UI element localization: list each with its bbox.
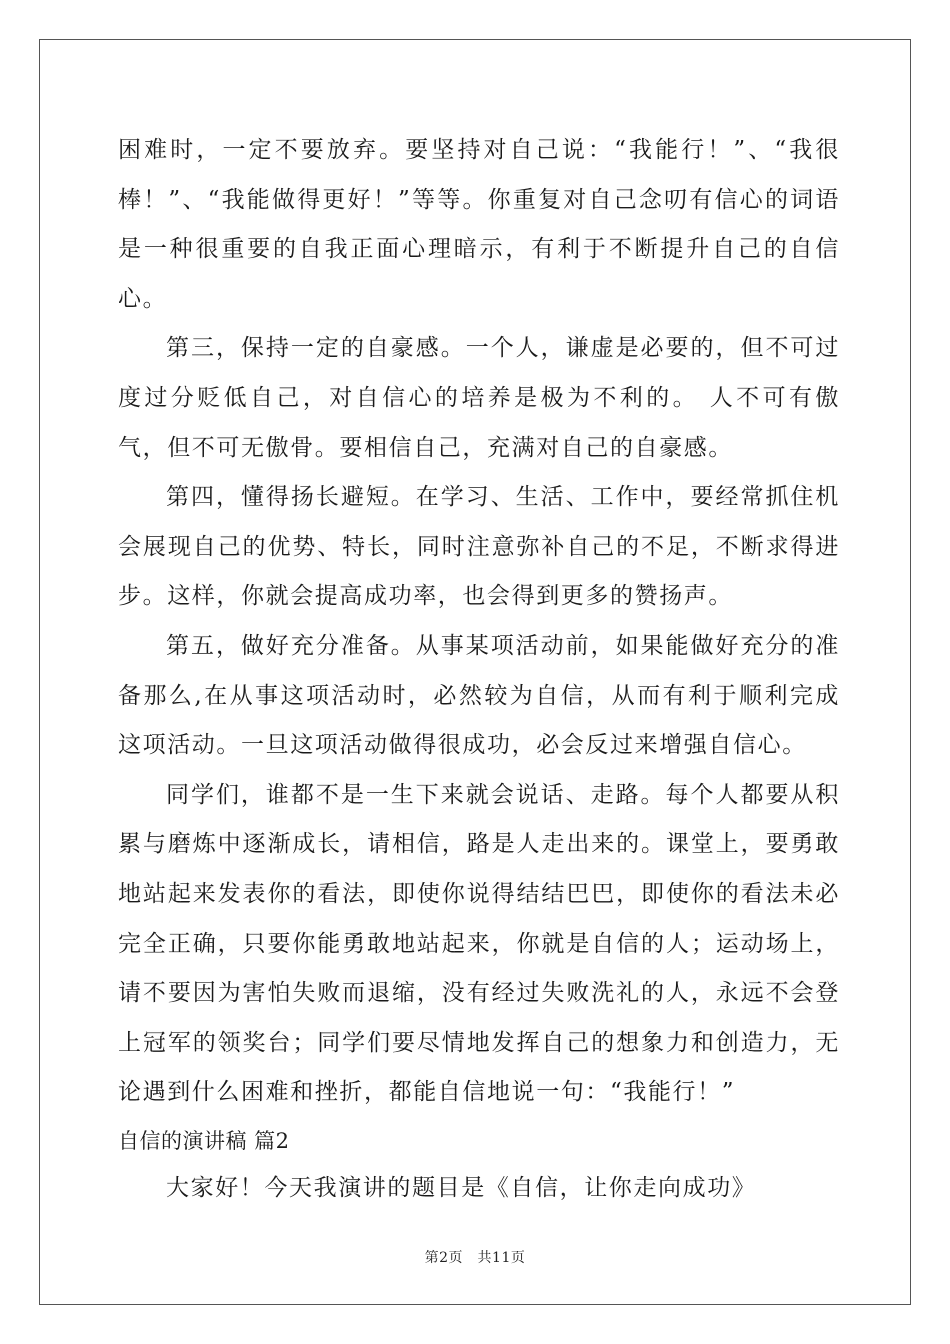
paragraph-continuation: 困难时，一定不要放弃。要坚持对自己说：“我能行！”、“我很棒！”、“我能做得更好！”等等。你重复对自己念叨有信心的词语是一种很重要的自我正面心理暗示，有利于不断提升自己的自信心。 xyxy=(118,137,840,312)
paragraph-section-opening: 大家好！今天我演讲的题目是《自信，让你走向成功》 xyxy=(166,1174,757,1201)
page-number-footer: 第2页 共11页 xyxy=(424,1250,526,1266)
document-body xyxy=(118,126,840,1213)
paragraph-point-five: 第五，做好充分准备。从事某项活动前，如果能做好充分的准备那么,在从事这项活动时，必然较为自信，从而有利于顺利完成这项活动。一旦这项活动做得很成功，必会反过来增强自信心。 xyxy=(118,632,840,759)
paragraph-point-four: 第四，懂得扬长避短。在学习、生活、工作中，要经常抓住机会展现自己的优势、特长，同时注意弥补自己的不足，不断求得进步。这样，你就会提高成功率，也会得到更多的赞扬声。 xyxy=(118,484,840,610)
paragraph-point-three: 第三，保持一定的自豪感。一个人，谦虚是必要的，但不可过度过分贬低自己，对自信心的培养是极为不利的。 人不可有傲气，但不可无傲骨。要相信自己，充满对自己的自豪感。 xyxy=(118,335,840,461)
section-title: 自信的演讲稿 篇2 xyxy=(118,1128,290,1153)
paragraph-conclusion: 同学们，谁都不是一生下来就会说话、走路。每个人都要从积累与磨炼中逐渐成长，请相信，路是人走出来的。课堂上，要勇敢地站起来发表你的看法，即使你说得结结巴巴，即使你的看法未必完全正确，只要你能勇敢地站起来，你就是自信的人；运动场上，请不要因为害怕失败而退缩，没有经过失败洗礼的人，永远不会登上冠军的领奖台；同学们要尽情地发挥自己的想象力和创造力，无论遇到什么困难和挫折，都能自信地说一句：“我能行！” xyxy=(118,781,840,1106)
